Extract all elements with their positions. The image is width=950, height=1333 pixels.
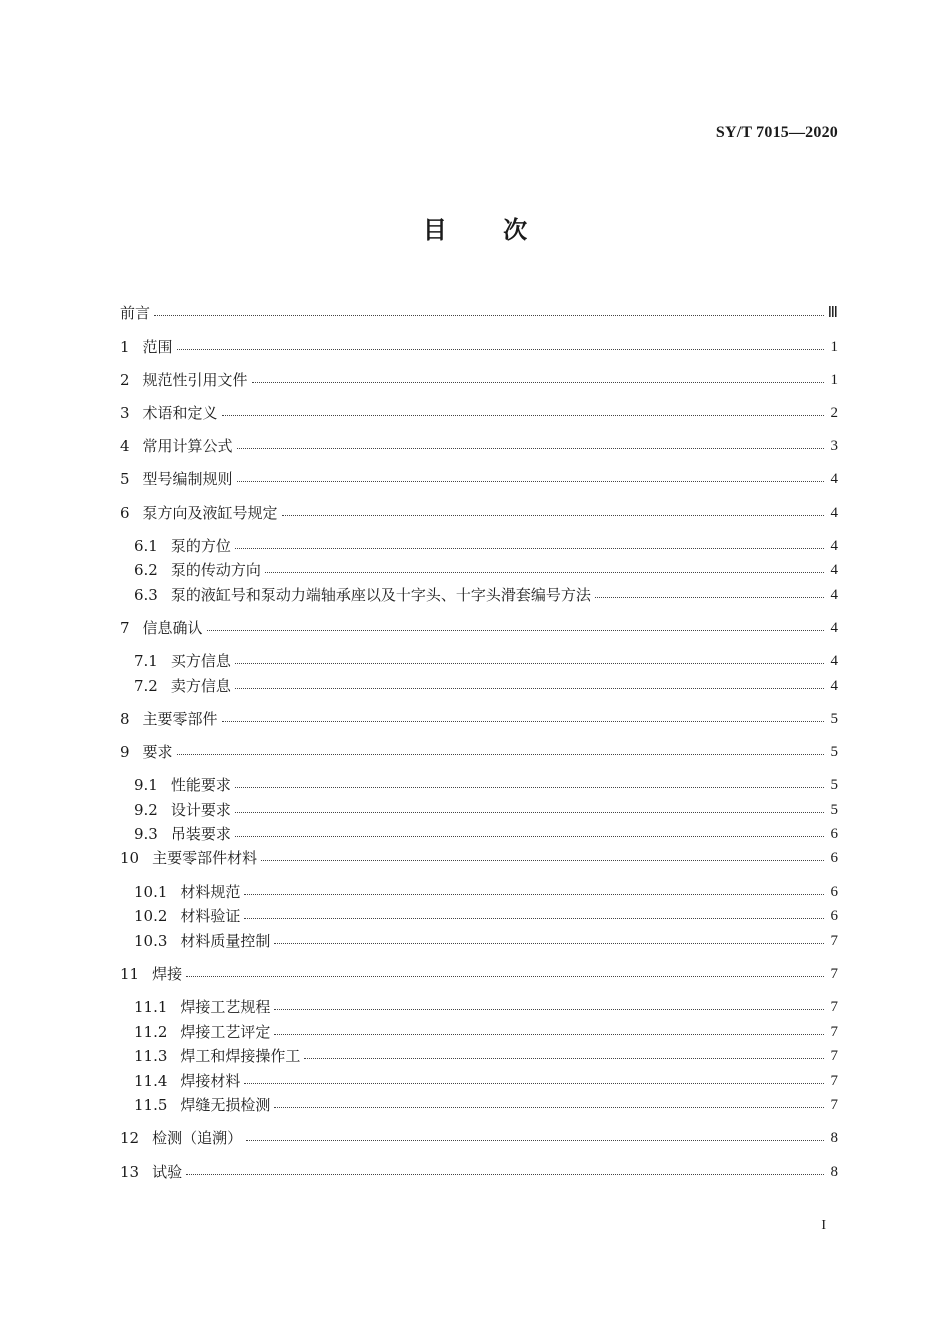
toc-entry-page: 5 <box>830 744 838 760</box>
toc-entry-label: 焊接材料 <box>180 1072 241 1090</box>
toc-leader-dots <box>282 515 824 516</box>
toc-entry-10-3[interactable] <box>134 930 838 952</box>
toc-leader-dots <box>252 382 824 383</box>
toc-entry-label: 常用计算公式 <box>142 437 233 455</box>
toc-entry-number: 11.2 <box>134 1023 168 1041</box>
toc-entry-11-1[interactable] <box>134 996 838 1018</box>
toc-entry-2[interactable] <box>120 369 838 391</box>
toc-entry-page: 3 <box>830 438 838 454</box>
toc-entry-label: 材料规范 <box>180 883 241 901</box>
toc-leader-dots <box>595 597 824 598</box>
toc-entry-13[interactable] <box>120 1161 838 1183</box>
toc-entry-7-2[interactable] <box>134 675 838 697</box>
toc-entry-label: 焊接 <box>152 965 183 983</box>
toc-entry-number: 10 <box>120 849 140 867</box>
toc-entry-page: 8 <box>830 1164 838 1180</box>
toc-entry-label: 泵的方位 <box>170 537 231 555</box>
toc-entry-label: 卖方信息 <box>170 677 231 695</box>
toc-entry-5[interactable] <box>120 468 838 490</box>
toc-leader-dots <box>274 943 824 944</box>
toc-entry-9-1[interactable] <box>134 774 838 796</box>
toc-entry-number: 8 <box>120 710 130 728</box>
toc-entry-page: 6 <box>830 826 838 842</box>
page-folio: I <box>821 1218 826 1233</box>
toc-entry-label: 术语和定义 <box>142 404 218 422</box>
toc-entry-page: 4 <box>830 653 838 669</box>
toc-entry-page: 7 <box>830 999 838 1015</box>
toc-entry-page: 7 <box>830 966 838 982</box>
toc-entry-number: 6.3 <box>134 586 158 604</box>
toc-entry-9-3[interactable] <box>134 823 838 845</box>
title-char-1: 目 <box>422 216 447 244</box>
toc-entry-label: 泵的传动方向 <box>170 561 261 579</box>
toc-leader-dots <box>222 721 824 722</box>
toc-entry-label: 吊装要求 <box>170 825 231 843</box>
toc-entry-page: 2 <box>830 405 838 421</box>
toc-entry-foreword[interactable] <box>120 302 838 324</box>
toc-leader-dots <box>244 894 824 895</box>
toc-entry-number: 11.5 <box>134 1096 168 1114</box>
toc-entry-page: 5 <box>830 802 838 818</box>
toc-entry-6-1[interactable] <box>134 535 838 557</box>
toc-entry-number: 10.1 <box>134 883 168 901</box>
toc-entry-number: 7 <box>120 619 130 637</box>
toc-entry-6-3[interactable] <box>134 584 838 606</box>
toc-entry-11-5[interactable] <box>134 1094 838 1116</box>
toc-entry-11-3[interactable] <box>134 1045 838 1067</box>
toc-entry-9[interactable] <box>120 741 838 763</box>
toc-leader-dots <box>154 315 824 316</box>
toc-entry-label: 泵的液缸号和泵动力端轴承座以及十字头、十字头滑套编号方法 <box>170 586 591 604</box>
toc-entry-4[interactable] <box>120 435 838 457</box>
toc-leader-dots <box>186 976 824 977</box>
toc-entry-11-2[interactable] <box>134 1021 838 1043</box>
toc-leader-dots <box>235 548 824 549</box>
toc-entry-number: 7.2 <box>134 677 158 695</box>
toc-leader-dots <box>274 1034 824 1035</box>
toc-entry-page: 7 <box>830 1073 838 1089</box>
toc-entry-label: 信息确认 <box>142 619 203 637</box>
toc-leader-dots <box>207 630 824 631</box>
toc-leader-dots <box>265 572 824 573</box>
toc-entry-page: 4 <box>830 505 838 521</box>
toc-leader-dots <box>244 1083 824 1084</box>
toc-entry-label: 主要零部件 <box>142 710 218 728</box>
toc-entry-page: 4 <box>830 678 838 694</box>
toc-entry-number: 6.1 <box>134 537 158 555</box>
toc-leader-dots <box>186 1174 824 1175</box>
toc-leader-dots <box>261 860 824 861</box>
toc-entry-number: 9.1 <box>134 776 158 794</box>
toc-entry-6[interactable] <box>120 502 838 524</box>
toc-entry-number: 11.1 <box>134 998 168 1016</box>
toc-leader-dots <box>304 1058 824 1059</box>
toc-entry-7-1[interactable] <box>134 650 838 672</box>
toc-entry-number: 2 <box>120 371 130 389</box>
toc-entry-page: 6 <box>830 908 838 924</box>
toc-entry-page: 7 <box>830 1024 838 1040</box>
toc-entry-page: 4 <box>830 471 838 487</box>
toc-entry-9-2[interactable] <box>134 799 838 821</box>
toc-entry-page: 1 <box>830 339 838 355</box>
toc-entry-number: 7.1 <box>134 652 158 670</box>
toc-leader-dots <box>235 663 824 664</box>
toc-leader-dots <box>237 481 824 482</box>
toc-entry-page: Ⅲ <box>827 305 838 321</box>
toc-entry-7[interactable] <box>120 617 838 639</box>
toc-entry-page: 6 <box>830 884 838 900</box>
toc-entry-label: 焊接工艺评定 <box>180 1023 271 1041</box>
toc-entry-number: 4 <box>120 437 130 455</box>
toc-entry-3[interactable] <box>120 402 838 424</box>
toc-entry-label: 范围 <box>142 338 173 356</box>
toc-entry-label: 焊工和焊接操作工 <box>180 1047 301 1065</box>
toc-entry-number: 9 <box>120 743 130 761</box>
toc-entry-1[interactable] <box>120 336 838 358</box>
toc-entry-page: 1 <box>830 372 838 388</box>
toc-entry-11[interactable] <box>120 963 838 985</box>
toc-entry-10[interactable] <box>120 847 838 869</box>
toc-leader-dots <box>246 1140 824 1141</box>
toc-entry-label: 试验 <box>152 1163 183 1181</box>
toc-entry-page: 7 <box>830 1097 838 1113</box>
toc-entry-number: 10.2 <box>134 907 168 925</box>
toc-entry-10-2[interactable] <box>134 905 838 927</box>
toc-leader-dots <box>222 415 824 416</box>
toc-entry-number: 13 <box>120 1163 140 1181</box>
toc-entry-page: 6 <box>830 850 838 866</box>
toc-entry-page: 4 <box>830 538 838 554</box>
toc-entry-number: 11 <box>120 965 140 983</box>
toc-entry-number: 9.3 <box>134 825 158 843</box>
toc-entry-11-4[interactable] <box>134 1070 838 1092</box>
toc-leader-dots <box>177 349 824 350</box>
toc-entry-label: 材料质量控制 <box>180 932 271 950</box>
toc-leader-dots <box>274 1009 824 1010</box>
toc-entry-page: 4 <box>830 587 838 603</box>
toc-entry-8[interactable] <box>120 708 838 730</box>
toc-entry-page: 5 <box>830 711 838 727</box>
toc-entry-label: 检测（追溯） <box>152 1129 243 1147</box>
toc-entry-label: 设计要求 <box>170 801 231 819</box>
toc-entry-number: 12 <box>120 1129 140 1147</box>
toc-leader-dots <box>274 1107 824 1108</box>
toc-leader-dots <box>235 688 824 689</box>
toc-leader-dots <box>235 836 824 837</box>
toc-entry-label: 泵方向及液缸号规定 <box>142 504 278 522</box>
toc-entry-number: 6 <box>120 504 130 522</box>
toc-entry-number: 5 <box>120 470 130 488</box>
toc-entry-page: 4 <box>830 562 838 578</box>
toc-entry-label: 要求 <box>142 743 173 761</box>
toc-entry-page: 8 <box>830 1130 838 1146</box>
toc-leader-dots <box>237 448 824 449</box>
toc-leader-dots <box>177 754 824 755</box>
toc-entry-page: 7 <box>830 1048 838 1064</box>
toc-entry-label: 规范性引用文件 <box>142 371 248 389</box>
toc-leader-dots <box>244 918 824 919</box>
title-char-2: 次 <box>503 216 528 244</box>
toc-entry-page: 5 <box>830 777 838 793</box>
toc-entry-number: 10.3 <box>134 932 168 950</box>
toc-entry-label: 型号编制规则 <box>142 470 233 488</box>
toc-entry-page: 7 <box>830 933 838 949</box>
toc-entry-label: 买方信息 <box>170 652 231 670</box>
toc-leader-dots <box>235 787 824 788</box>
toc-entry-10-1[interactable] <box>134 881 838 903</box>
toc-entry-number: 9.2 <box>134 801 158 819</box>
toc-leader-dots <box>235 812 824 813</box>
toc-entry-12[interactable] <box>120 1127 838 1149</box>
toc-entry-number: 11.4 <box>134 1072 168 1090</box>
toc-entry-label: 焊接工艺规程 <box>180 998 271 1016</box>
toc-entry-label: 性能要求 <box>170 776 231 794</box>
toc-entry-number: 6.2 <box>134 561 158 579</box>
toc-entry-label: 主要零部件材料 <box>152 849 258 867</box>
toc-entry-number: 3 <box>120 404 130 422</box>
toc-entry-label: 材料验证 <box>180 907 241 925</box>
toc-entry-label: 焊缝无损检测 <box>180 1096 271 1114</box>
toc-entry-number: 1 <box>120 338 130 356</box>
standard-code: SY/T 7015—2020 <box>715 124 838 141</box>
toc-entry-label: 前言 <box>120 304 151 322</box>
toc-entry-page: 4 <box>830 620 838 636</box>
toc-entry-number: 11.3 <box>134 1047 168 1065</box>
toc-entry-6-2[interactable] <box>134 559 838 581</box>
